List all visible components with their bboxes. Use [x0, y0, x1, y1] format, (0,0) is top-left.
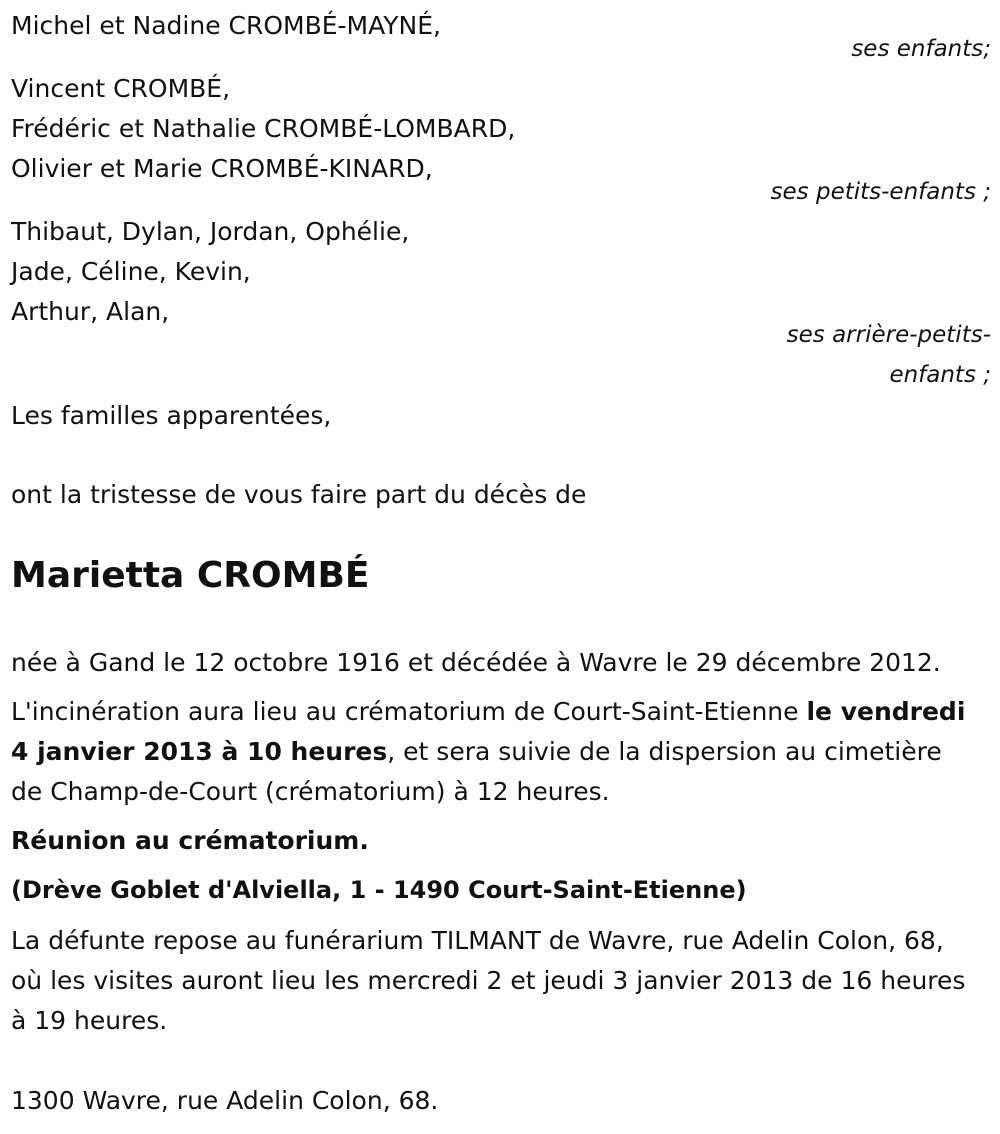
cremation-date: le vendredi 4 janvier 2013 à 10 heures [11, 697, 966, 766]
great-grandchildren-line-1: Thibaut, Dylan, Jordan, Ophélie, [11, 217, 410, 246]
cremation-text-after: , et sera suivie de la dispersion au cimetière de Champ-de-Court (crématorium) à 12 heures. [11, 737, 942, 806]
grandchildren-line-2: Frédéric et Nathalie CROMBÉ-LOMBARD, [11, 114, 516, 143]
grandchildren-line-3: Olivier et Marie CROMBÉ-KINARD, [11, 154, 433, 183]
children-role: ses enfants; [851, 36, 991, 62]
great-grandchildren-line-2: Jade, Céline, Kevin, [11, 257, 251, 286]
birth-death-line: née à Gand le 12 octobre 1916 et décédée à Wavre le 29 décembre 2012. [11, 648, 941, 677]
great-grandchildren-role-1: ses arrière-petits- [786, 322, 991, 348]
children-names: Michel et Nadine CROMBÉ-MAYNÉ, [11, 11, 442, 40]
grandchildren-line-1: Vincent CROMBÉ, [11, 74, 231, 103]
funerarium-paragraph: La défunte repose au funérarium TILMANT de Wavre, rue Adelin Colon, 68, où les visites auront lieu les mercredi 2 et jeudi 3 janvier 2013 de 16 heures à 19 heures. [11, 926, 966, 1035]
crematorium-address: (Drève Goblet d'Alviella, 1 - 1490 Court-Saint-Etienne) [11, 876, 747, 904]
cremation-text-before: L'incinération aura lieu au crématorium de Court-Saint-Etienne [11, 697, 807, 726]
announcement-line: ont la tristesse de vous faire part du décès de [11, 480, 587, 509]
great-grandchildren-role-2: enfants ; [889, 362, 991, 388]
great-grandchildren-line-3: Arthur, Alan, [11, 297, 170, 326]
families-line: Les familles apparentées, [11, 401, 332, 430]
cremation-paragraph [11, 692, 976, 812]
deceased-name: Marietta CROMBÉ [11, 555, 370, 596]
meeting-line: Réunion au crématorium. [11, 826, 369, 855]
home-address: 1300 Wavre, rue Adelin Colon, 68. [11, 1086, 439, 1115]
grandchildren-role: ses petits-enfants ; [770, 179, 991, 205]
